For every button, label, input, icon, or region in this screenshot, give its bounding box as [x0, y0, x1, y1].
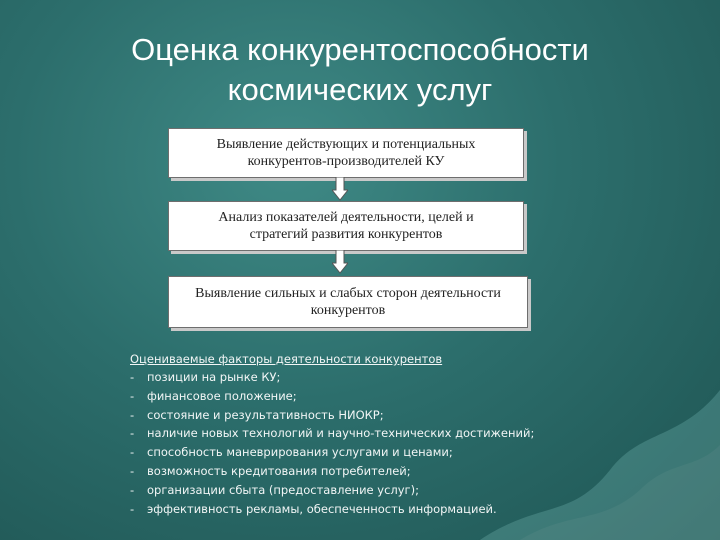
factors-heading: Оцениваемые факторы деятельности конкурентов — [130, 352, 443, 366]
list-bullet: - — [130, 482, 135, 497]
list-item-text: финансовое положение; — [147, 388, 297, 403]
list-bullet: - — [130, 426, 135, 441]
flow-step-3-line-2: конкурентов — [310, 303, 386, 318]
slide-title — [90, 30, 630, 110]
list-bullet: - — [130, 370, 135, 384]
flow-step-1-line-1: Выявление действующих и потенциальных — [216, 137, 476, 152]
list-item-text: позиции на рынке КУ; — [147, 370, 281, 384]
list-item-text: организации сбыта (предоставление услуг); — [147, 482, 419, 497]
flow-step-2-line-2: стратегий развития конкурентов — [249, 227, 443, 242]
list-item — [130, 387, 690, 406]
factors-list — [130, 350, 690, 518]
list-item-text: состояние и результативность НИОКР; — [147, 407, 384, 422]
flow-step-2-line-1: Анализ показателей деятельности, целей и — [218, 210, 474, 225]
flow-step-1 — [168, 128, 524, 178]
list-item — [130, 500, 690, 519]
title-line-1: Оценка конкурентоспособности — [131, 32, 589, 67]
title-line-2: космических услуг — [227, 72, 493, 107]
list-item — [130, 424, 690, 443]
flow-step-3-line-1: Выявление сильных и слабых сторон деятельности — [195, 286, 501, 301]
list-item-text: способность маневрирования услугами и ценами; — [147, 445, 453, 460]
flow-step-3 — [168, 276, 528, 328]
list-item-text: возможность кредитования потребителей; — [147, 463, 411, 478]
list-item — [130, 368, 690, 387]
list-bullet: - — [130, 501, 135, 516]
flow-step-1-line-2: конкурентов-производителей КУ — [247, 154, 445, 169]
list-bullet: - — [130, 445, 135, 460]
list-bullet: - — [130, 388, 135, 403]
list-bullet: - — [130, 407, 135, 422]
list-bullet: - — [130, 463, 135, 478]
list-item — [130, 406, 690, 425]
down-arrow-icon — [332, 177, 348, 201]
flow-step-2 — [168, 201, 524, 251]
down-arrow-icon — [332, 250, 348, 274]
list-item-text: эффективность рекламы, обеспеченность информацией. — [147, 501, 497, 516]
list-item — [130, 443, 690, 462]
list-item — [130, 462, 690, 481]
list-item-text: наличие новых технологий и научно-технических достижений; — [147, 426, 535, 441]
list-item — [130, 481, 690, 500]
